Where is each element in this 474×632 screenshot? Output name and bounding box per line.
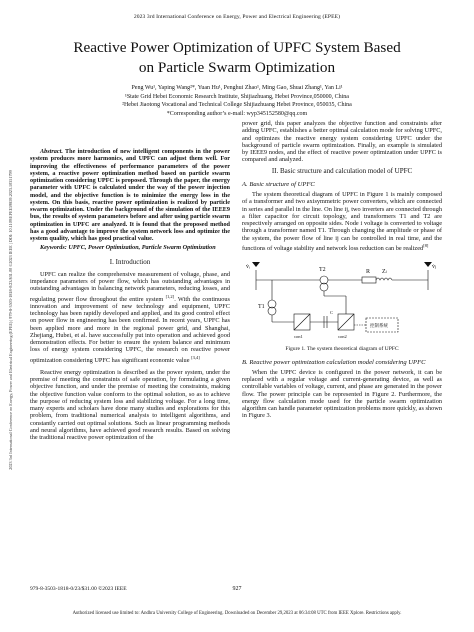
abstract-label: Abstract. [40,148,63,155]
left-column [30,148,230,441]
converter-1-diag [294,314,310,330]
label-t2: T2 [319,267,326,274]
keywords-label: Keywords: [40,244,67,252]
converter-2-diag [338,314,354,330]
keywords-text: UPFC, Power Optimization, Particle Swarm Optimization [68,244,216,252]
intro-paragraph-1 [30,271,230,364]
figure-1-caption: Figure 1. The system theoretical diagram of UPFC [285,346,399,353]
author-list: Peng Wu¹, Yaping Wang²*, Yuan Hu¹, Penghui Zhao¹, Ming Gao, Shuai Zhang¹, Yan Li¹ [131,85,343,91]
label-dc-capacitor: C [330,310,334,316]
resistor [362,277,376,283]
page-number: 927 [232,586,242,592]
title-line-1: Reactive Power Optimization of UPFC System Based [73,39,401,56]
bus-j-arrow-icon [424,262,432,267]
bus-i-arrow-icon [252,262,260,267]
citation: [3,4] [191,354,200,360]
keywords [30,244,230,251]
right-column [242,120,442,420]
corresponding-author: *Corresponding author’s e-mail: wyp345152580@qq.com [166,110,308,117]
abstract-text: The introduction of new intelligent components in the power system produces more harmonics, and UPFC can adjust them well. For improving the effectiveness of performance parameters of the power system, a reactive power optimization method based on particle swarm optimization considering UPFC is proposed. Through the paper, the energy parameter with UPFC is calculated under the way of the power injection model, and the objective function is to minimize the energy loss in the system. On this basis, reactive power optimization is realized by particle swarm optimization. Under the background of the simulation of the IEEE9 bus, the results of system parameters before and after using particle swarm optimization in UPFC are analyzed. It is found that the proposed method has a good advantage to improve the system network loss and optimize the system quality, which has good practical value. [30,148,231,242]
intro-p1-text: UPFC can realize the comprehensive measurement of voltage, phase, and impedance parameters of power flow, which has outstanding advantages in outstanding advantages in balancing network parameters, reducing losses, and regulating power flow throughout the entire system [30,270,230,303]
paper-title [20,38,454,78]
citation: [8] [423,242,429,248]
doi-sidebar-text: 2023 3rd International Conference on Energy, Power and Electrical Engineering (EPEE) | 979-8-3503-1818-0/23/$31.00 ©2023 IEEE | DOI: 10.1109/EPEE59859.2023.10351799 [8,170,13,470]
citation: [1,2] [165,293,175,299]
doi-sidebar [0,40,14,600]
right-paragraph-2 [242,191,442,252]
license-notice: Authorized licensed use limited to: Andhra University College of Engineering. Downloaded on December 29,2023 at 06:34:08 UTC from IEEE Xplore. Restrictions apply. [72,611,402,616]
label-vi: v̇ᵢ [246,264,250,271]
title-line-2: on Particle Swarm Optimization [138,59,336,76]
right-paragraph-3: When the UPFC device is configured in the power network, it can be replaced with a regular voltage and current-generating device, as well as controllable variables of voltage, current, and phase are generated in the power flow. The power principle can be represented in Figure 2. Furthermore, the energy flow calculation mode used for the particle swarm optimization algorithm can handle parameter optimization problems more quickly, as shown in Figure 3. [242,368,442,420]
section-introduction-title: I. Introduction [109,257,151,266]
label-converter-2: con2 [338,334,347,340]
label-t1: T1 [258,304,265,311]
subsection-a-title: A. Basic structure of UPFC [242,180,315,188]
abstract [30,148,230,242]
subsection-b-title: B. Reactive power optimization calculation model considering UPFC [242,358,426,366]
author-block [20,84,454,118]
affiliation-2: ²Hebei Jiaotong Vocational and Technical College Shijiazhuang Hebei Province, 050035, China [122,102,352,108]
label-vj: v̇ⱼ [432,264,437,271]
section-2-title: II. Basic structure and calculation model of UPFC [271,166,413,175]
right-paragraph-1: power grid, this paper analyzes the objective function and constraints after adding UPFC, establishes a better optimal calculation mode for solving UPFC, and optimizes the reactive energy system considering UPFC under the background of particle swarm optimization. Finally, an example is simulated by IEEE9 nodes, and the effect of reactive power optimization under UPFC is compared and analyzed. [242,120,442,164]
right-p2-text: The system theoretical diagram of UPFC in Figure 1 is mainly composed of a transformer and two axisymmetric power converters, which are connected in series and parallel in the line. On line ij, two inverters are connected through a filter capacitor for circuit topology, and transformers T1 and T2 are respectively arranged on opposite sides. Node i voltage is converted to voltage through a transformer named T1. Through changing the amplitude or phase of the system, the power flow of line ij can be controlled in real time, and the functions of voltage stability and network loss reduction can be realized [242,191,442,252]
upfc-diagram [242,256,442,342]
label-zl: Zₗ [382,269,387,276]
affiliation-1: ¹State Grid Hebei Economic Research Institute, Shijiazhuang, Hebei Province,050000, China [125,93,349,100]
label-control-system: 控制系统 [370,323,388,329]
conference-header: 2023 3rd International Conference on Energy, Power and Electrical Engineering (EPEE) [133,14,341,20]
intro-p1-text-b: . With the continuous innovation and improvement of new technology and equipment, UPFC technology has been rapidly developed and applied, and its good control effect on power flow in engineering has been confirmed. In recent years, UPFC has been applied more and more in the regional power grid, and Shanghai, Zhejiang, Hubei, et al. have successfully put into operation and achieved good demonstration effects. For better to ensure the system balance and minimum loss of energy system considering UPFC, the research on reactive power optimization considering UPFC has significant economic value [30,295,230,364]
label-r: R [366,269,371,276]
label-converter-1: con1 [294,334,303,340]
inductor [376,278,392,280]
intro-paragraph-2: Reactive energy optimization is described as the power system, under the premise of meeting the constraints of safe operation, by formulating a given objective function, and under the premise of meeting the constraints, making the objective function value conform to the optimal solution, so as to achieve the purpose of reducing system loss and stabilizing voltage. For a long time, many experts and scholars have done many studies and explorations for this problem, from traditional numerical analysis to intelligent algorithms, and constantly carried out optimal solutions. Such as linear programming methods and neural algorithms, have achieved good research results. Based on solving the traditional reactive power optimization of the [30,368,230,442]
footer-isbn: 979-8-3503-1818-0/23/$31.00 ©2023 IEEE [30,586,127,592]
